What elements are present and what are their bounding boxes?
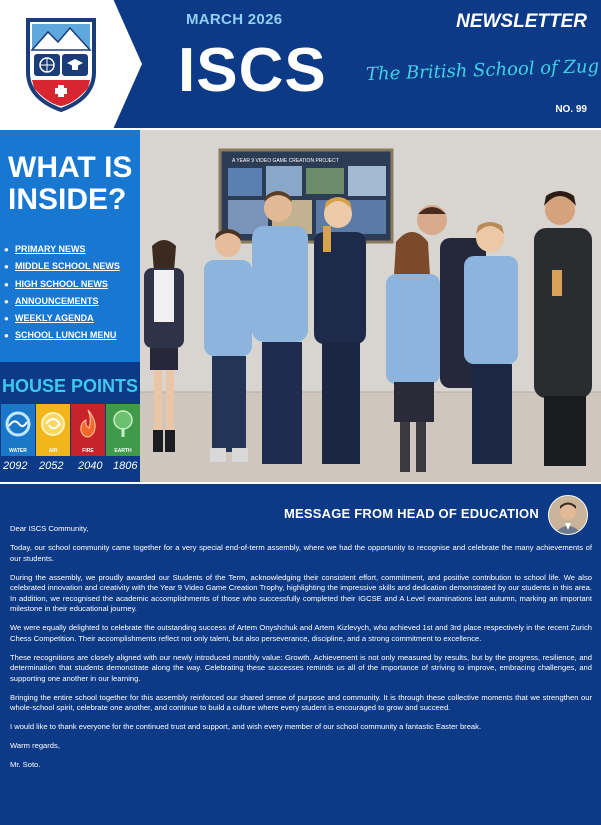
fire-house-crest	[71, 404, 105, 456]
contents-item-weekly-agenda[interactable]	[4, 310, 120, 327]
earth-house-crest	[106, 404, 140, 456]
message-paragraph: These recognitions are closely aligned with our newly introduced monthly value: Growth. Achievement is not only measured by results, but by the progress, resilience, and determination that students demonstrate along the way. Celebrating these successes reminds us all of the importance of striving to improve, embracing challenges, and supporting one another in our learning.	[10, 652, 592, 683]
newsletter-label: NEWSLETTER	[456, 11, 587, 32]
contents-heading	[8, 152, 132, 216]
water-house-crest	[1, 404, 35, 456]
issue-number: NO. 99	[555, 104, 587, 115]
contents-item-label[interactable]: ANNOUNCEMENTS	[15, 295, 99, 306]
earth-tree-icon	[106, 404, 140, 448]
contents-item-high-school-news[interactable]	[4, 276, 120, 293]
contents-item-label[interactable]: WEEKLY AGENDA	[15, 313, 94, 324]
contents-item-label[interactable]: HIGH SCHOOL NEWS	[15, 278, 108, 289]
student-group-photo	[140, 130, 601, 482]
bullet-icon: ●	[4, 279, 9, 289]
contents-item-primary-news[interactable]	[4, 241, 120, 258]
house-name: FIRE	[82, 448, 94, 454]
contents-heading-line1: WHAT IS	[8, 151, 133, 184]
head-of-education-message	[0, 484, 601, 825]
bullet-icon: ●	[4, 245, 9, 254]
air-house-crest	[36, 404, 70, 456]
school-crest-icon	[22, 14, 100, 112]
contents-list	[4, 241, 120, 345]
contents-item-school-lunch-menu[interactable]	[4, 327, 120, 344]
water-points: 2092	[3, 460, 28, 472]
message-signature: Mr. Soto.	[10, 760, 41, 769]
house-crests	[0, 404, 140, 456]
earth-points: 1806	[113, 460, 138, 472]
message-signoff: Warm regards,	[10, 741, 60, 750]
contents-panel	[0, 130, 140, 362]
contents-item-label[interactable]: PRIMARY NEWS	[15, 244, 86, 254]
bullet-icon: ●	[4, 331, 9, 341]
fire-flame-icon	[71, 404, 105, 448]
bullet-icon: ●	[4, 314, 9, 324]
newsletter-header	[0, 0, 601, 128]
message-paragraph: I would like to thank everyone for the continued trust and support, and wish every member of our school community a fantastic Easter break.	[10, 722, 482, 731]
house-name: WATER	[9, 448, 27, 454]
contents-heading-line2: INSIDE?	[8, 183, 127, 216]
message-paragraph: Today, our school community came together for a very special end-of-term assembly, where we had the opportunity to recognise and celebrate the many achievements of our students.	[10, 543, 592, 563]
logo-panel	[0, 0, 142, 128]
contents-item-middle-school-news[interactable]	[4, 258, 120, 275]
house-name: EARTH	[114, 448, 132, 454]
sidebar	[0, 130, 140, 482]
message-paragraph: During the assembly, we proudly awarded our Students of the Term, acknowledging their consistent effort, commitment, and positive contribution to school life. We also celebrated innovation and creativity with the Year 9 Video Game Creation Trophy, highlighting the impressive skills and dedication demonstrated by our students in this area. In addition, we recognised the academic accomplishments of those who successfully completed their IGCSE and A Level examinations last autumn, marking an important milestone in their educational journey.	[10, 572, 592, 613]
contents-item-label[interactable]: MIDDLE SCHOOL NEWS	[15, 261, 120, 272]
school-tagline: The British School of Zug	[365, 55, 600, 86]
house-points-title: HOUSE POINTS	[1, 376, 139, 396]
poster-caption: A YEAR 9 VIDEO GAME CREATION PROJECT	[232, 158, 339, 164]
issue-month: MARCH 2026	[186, 11, 283, 28]
assembly-photo	[140, 130, 601, 482]
air-points: 2052	[39, 460, 64, 472]
house-name: AIR	[48, 448, 58, 454]
bullet-icon: ●	[4, 262, 9, 272]
newsletter-title: ISCS	[178, 36, 327, 105]
fire-points: 2040	[78, 460, 103, 472]
message-title: MESSAGE FROM HEAD OF EDUCATION	[284, 506, 539, 521]
contents-item-announcements[interactable]	[4, 293, 120, 310]
bullet-icon: ●	[4, 296, 9, 306]
air-swirl-icon	[36, 404, 70, 448]
contents-item-label[interactable]: SCHOOL LUNCH MENU	[15, 330, 117, 341]
message-greeting: Dear ISCS Community,	[10, 524, 89, 533]
message-paragraph: We were equally delighted to celebrate the outstanding success of Artem Onyshchuk and Artem Kizlevych, who achieved 1st and 3rd place respectively in the recent Zurich Chess Competition. Their accomplishments reflect not only talent, but also perseverance, discipline, and a strong commitment to excellence.	[10, 623, 592, 643]
message-body	[10, 524, 592, 779]
message-paragraph: Bringing the entire school together for this assembly reinforced our shared sense of purpose and community. It is through these collective moments that we strengthen our whole-school spirit, celebrate one another, and continue to build a culture where every student is encouraged to grow and succeed.	[10, 692, 592, 712]
water-wave-icon	[1, 404, 35, 448]
